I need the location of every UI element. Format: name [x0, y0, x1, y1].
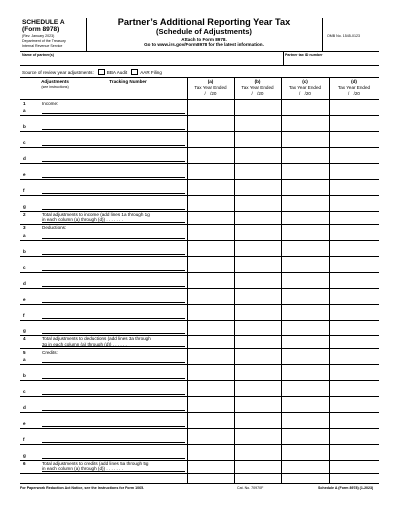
credits-row-a-amount-b[interactable] — [235, 349, 280, 363]
col-adjustments-header: Adjustments — [41, 79, 69, 84]
credits-row-c-amount-c[interactable] — [282, 381, 328, 395]
credits-row-g-amount-b[interactable] — [235, 445, 280, 459]
deductions-row-letter: c — [23, 264, 26, 270]
income-row-g-amount-c[interactable] — [282, 196, 328, 210]
form-subtitle: (Schedule of Adjustments) — [156, 27, 252, 36]
credits-row-c-amount-d[interactable] — [330, 381, 378, 395]
deductions-total-number: 4 — [23, 336, 26, 341]
deductions-row-a-amount-a[interactable] — [188, 225, 233, 239]
income-row-letter: a — [23, 108, 26, 113]
income-row-e-amount-c[interactable] — [282, 164, 328, 178]
credits-row-letter: a — [23, 357, 26, 362]
source-label — [22, 69, 162, 75]
col-b-letter: (b) — [254, 79, 261, 84]
income-row-g-amount-b[interactable] — [235, 196, 280, 210]
deductions-row-b-amount-c[interactable] — [282, 241, 328, 255]
credits-row-a-amount-d[interactable] — [330, 349, 378, 363]
deductions-row-d-amount-b[interactable] — [235, 273, 280, 287]
income-row-letter: b — [23, 124, 26, 129]
income-row-e-amount-b[interactable] — [235, 164, 280, 178]
credits-row-a-amount-a[interactable] — [188, 349, 233, 363]
credits-total-amount-d[interactable] — [330, 461, 378, 472]
credits-row-a-amount-c[interactable] — [282, 349, 328, 363]
credits-total-amount-b[interactable] — [235, 461, 280, 472]
bba-audit-checkbox[interactable] — [98, 69, 105, 75]
credits-row-e-amount-b[interactable] — [235, 413, 280, 427]
credits-row-c-amount-a[interactable] — [188, 381, 233, 395]
partner-tin-field[interactable] — [285, 57, 377, 64]
credits-row-e-amount-a[interactable] — [188, 413, 233, 427]
credits-row-letter: g — [23, 452, 26, 458]
deductions-row-b-amount-b[interactable] — [235, 241, 280, 255]
credits-row-letter: e — [23, 421, 26, 426]
credits-row-b-amount-d[interactable] — [330, 365, 378, 379]
schedule-label: SCHEDULE A — [22, 19, 65, 26]
col-d-date: / /20 — [348, 91, 360, 96]
deductions-row-letter: f — [23, 312, 25, 318]
col-c-letter: (c) — [302, 79, 308, 84]
omb-number: OMB No. 1545-0123 — [327, 34, 360, 38]
income-total-amount-a[interactable] — [188, 212, 233, 223]
deductions-row-e-amount-a[interactable] — [188, 289, 233, 303]
deductions-total-amount-b[interactable] — [235, 336, 280, 347]
credits-total-number: 6 — [23, 460, 26, 466]
deductions-total-line2: 3g in each column (a) through (d)) . . . . . . — [42, 341, 127, 347]
deductions-row-letter: b — [23, 248, 26, 254]
col-b-date: / /20 — [251, 91, 264, 96]
partner-name-label: Name of partner(s) — [22, 52, 54, 57]
deductions-row-f-amount-d[interactable] — [330, 305, 378, 319]
deductions-row-f-amount-a[interactable] — [188, 305, 233, 319]
income-row-b-amount-c[interactable] — [282, 116, 328, 130]
form-title: Partner’s Additional Reporting Year Tax — [117, 17, 291, 27]
deductions-row-e-tracking-field[interactable] — [42, 302, 185, 303]
deductions-total-amount-a[interactable] — [188, 336, 233, 347]
deductions-row-f-amount-c[interactable] — [282, 305, 328, 319]
credits-row-e-amount-d[interactable] — [330, 413, 378, 427]
income-row-g-tracking-field[interactable] — [42, 209, 185, 210]
credits-row-d-tracking-field[interactable] — [42, 410, 185, 411]
deductions-total-tracking-field[interactable] — [42, 346, 185, 347]
deductions-row-b-tracking-field[interactable] — [42, 254, 185, 255]
income-row-d-amount-a[interactable] — [188, 148, 233, 162]
income-row-c-amount-d[interactable] — [330, 132, 378, 146]
deductions-row-c-amount-d[interactable] — [330, 257, 378, 271]
bba-audit-label: BBA Audit — [106, 70, 128, 76]
deductions-row-d-tracking-field[interactable] — [42, 286, 185, 287]
income-row-letter: c — [23, 140, 26, 145]
income-row-a-amount-c[interactable] — [282, 100, 328, 114]
col-b-label: Tax Year Ended — [241, 84, 274, 90]
deductions-row-g-amount-d[interactable] — [330, 321, 378, 335]
income-row-c-amount-a[interactable] — [188, 132, 233, 146]
credits-row-b-amount-a[interactable] — [188, 365, 233, 379]
income-row-b-amount-a[interactable] — [188, 116, 233, 130]
credits-row-g-tracking-field[interactable] — [42, 458, 185, 459]
income-row-b-amount-b[interactable] — [235, 116, 280, 130]
income-total-amount-b[interactable] — [235, 212, 280, 223]
credits-total-line1: Total adjustments to credits (add lines 5a through 5g — [42, 460, 149, 466]
credits-row-c-amount-b[interactable] — [235, 381, 280, 395]
credits-row-g-amount-c[interactable] — [282, 445, 328, 459]
deductions-total-amount-d[interactable] — [330, 336, 378, 347]
income-total-line2: in each column (a) through (d)) . . . . . . . — [42, 217, 123, 222]
partner-name-field[interactable] — [22, 57, 280, 64]
deductions-row-d-amount-a[interactable] — [188, 273, 233, 287]
income-row-f-amount-d[interactable] — [330, 180, 378, 194]
col-tracking-header: Tracking Number — [109, 79, 147, 84]
deductions-row-b-amount-d[interactable] — [330, 241, 378, 255]
deductions-heading: Deductions: — [42, 225, 67, 230]
income-row-f-tracking-field[interactable] — [42, 193, 185, 194]
credits-row-f-amount-c[interactable] — [282, 429, 328, 443]
income-row-a-tracking-field[interactable] — [42, 113, 185, 114]
credits-row-d-amount-a[interactable] — [188, 397, 233, 411]
income-row-d-amount-b[interactable] — [235, 148, 280, 162]
deductions-row-c-amount-b[interactable] — [235, 257, 280, 271]
income-number: 1 — [23, 100, 26, 106]
income-row-c-amount-c[interactable] — [282, 132, 328, 146]
income-row-letter: e — [23, 172, 26, 177]
income-row-e-amount-a[interactable] — [188, 164, 233, 178]
credits-row-g-amount-a[interactable] — [188, 445, 233, 459]
deductions-number: 3 — [23, 225, 26, 230]
form-number: (Form 8978) — [22, 26, 60, 33]
income-row-a-amount-d[interactable] — [330, 100, 378, 114]
attach-instruction: Attach to Form 8978. — [181, 37, 227, 42]
income-row-f-amount-b[interactable] — [235, 180, 280, 194]
credits-row-d-amount-c[interactable] — [282, 397, 328, 411]
credits-row-d-amount-d[interactable] — [330, 397, 378, 411]
credits-row-e-amount-c[interactable] — [282, 413, 328, 427]
aar-filing-label: AAR Filing — [140, 70, 162, 76]
deductions-row-f-amount-b[interactable] — [235, 305, 280, 319]
deductions-row-a-amount-d[interactable] — [330, 225, 378, 239]
income-row-d-tracking-field[interactable] — [42, 161, 185, 162]
deductions-row-c-amount-a[interactable] — [188, 257, 233, 271]
income-row-b-amount-d[interactable] — [330, 116, 378, 130]
credits-row-e-tracking-field[interactable] — [42, 426, 185, 427]
income-row-e-amount-d[interactable] — [330, 164, 378, 178]
deductions-row-d-amount-d[interactable] — [330, 273, 378, 287]
deductions-row-a-amount-c[interactable] — [282, 225, 328, 239]
col-adjustments-sub: (see instructions) — [41, 84, 69, 89]
deductions-row-g-amount-b[interactable] — [235, 321, 280, 335]
deductions-row-letter: e — [23, 296, 26, 302]
deductions-total-amount-c[interactable] — [282, 336, 328, 347]
deductions-row-c-amount-c[interactable] — [282, 257, 328, 271]
credits-row-g-amount-d[interactable] — [330, 445, 378, 459]
credits-row-c-tracking-field[interactable] — [42, 394, 185, 395]
deductions-row-letter: g — [23, 328, 26, 333]
col-d-label: Tax Year Ended — [337, 84, 371, 90]
footer-cat-number: Cat. No. 70970F — [237, 485, 264, 490]
income-total-tracking-field[interactable] — [42, 222, 185, 223]
credits-total-amount-c[interactable] — [282, 461, 328, 472]
income-total-line1: Total adjustments to income (add lines 1a through 1g — [42, 211, 150, 217]
footer-form-id: Schedule A (Form 8978) (1-2023) — [318, 485, 374, 490]
income-total-amount-d[interactable] — [330, 212, 378, 223]
income-row-letter: g — [23, 203, 26, 209]
credits-row-letter: d — [23, 405, 26, 410]
income-row-f-amount-a[interactable] — [188, 180, 233, 194]
income-row-g-amount-a[interactable] — [188, 196, 233, 210]
credits-total-line2: in each column (a) through (d)) . . . . . . . — [42, 466, 123, 471]
credits-row-letter: b — [23, 373, 26, 378]
credits-row-a-tracking-field[interactable] — [42, 362, 185, 363]
col-a-letter: (a) — [207, 79, 214, 84]
credits-heading: Credits: — [42, 349, 58, 355]
credits-number: 5 — [23, 349, 26, 355]
income-row-b-tracking-field[interactable] — [42, 129, 185, 130]
deductions-row-g-amount-a[interactable] — [188, 321, 233, 335]
credits-row-f-amount-d[interactable] — [330, 429, 378, 443]
income-row-d-amount-d[interactable] — [330, 148, 378, 162]
deductions-row-e-amount-b[interactable] — [235, 289, 280, 303]
credits-row-f-tracking-field[interactable] — [42, 442, 185, 443]
deductions-row-letter: a — [23, 232, 26, 238]
aar-filing-checkbox[interactable] — [131, 69, 138, 75]
credits-row-f-amount-a[interactable] — [188, 429, 233, 443]
deductions-row-g-tracking-field[interactable] — [42, 333, 185, 334]
col-a-date: / /20 — [204, 91, 217, 96]
partner-tin-label: Partner tax ID number — [285, 52, 323, 57]
deductions-row-letter: d — [23, 280, 26, 286]
deductions-row-b-amount-a[interactable] — [188, 241, 233, 255]
credits-row-letter: c — [23, 389, 26, 394]
deductions-row-a-amount-b[interactable] — [235, 225, 280, 239]
col-a-label: Tax Year Ended — [194, 84, 227, 90]
income-total-number: 2 — [23, 211, 26, 217]
income-row-d-amount-c[interactable] — [282, 148, 328, 162]
credits-row-b-amount-b[interactable] — [235, 365, 280, 379]
income-row-a-amount-b[interactable] — [235, 100, 280, 114]
revision-date: (Rev. January 2023) — [22, 34, 55, 38]
source-label-text: Source of review year adjustments: — [22, 70, 94, 76]
income-row-letter: d — [23, 156, 26, 161]
income-row-letter: f — [23, 188, 25, 193]
deductions-row-e-amount-d[interactable] — [330, 289, 378, 303]
income-total-amount-c[interactable] — [282, 212, 328, 223]
income-row-f-amount-c[interactable] — [282, 180, 328, 194]
col-c-label: Tax Year Ended — [288, 84, 322, 90]
agency: Internal Revenue Service — [22, 43, 63, 48]
credits-row-b-tracking-field[interactable] — [42, 378, 185, 379]
credits-row-b-amount-c[interactable] — [282, 365, 328, 379]
credits-total-amount-a[interactable] — [188, 461, 233, 472]
col-c-date: / /20 — [299, 91, 311, 96]
income-row-c-amount-b[interactable] — [235, 132, 280, 146]
credits-total-tracking-field[interactable] — [42, 471, 185, 472]
deductions-total-line1: Total adjustments to deductions (add lines 3a through — [42, 336, 151, 341]
deductions-row-a-tracking-field[interactable] — [42, 238, 185, 239]
credits-row-letter: f — [23, 437, 25, 442]
deductions-row-f-tracking-field[interactable] — [42, 318, 185, 319]
footer-notice: For Paperwork Reduction Act Notice, see the Instructions for Form 1065. — [20, 485, 145, 490]
income-row-e-tracking-field[interactable] — [42, 177, 185, 178]
col-d-letter: (d) — [351, 79, 357, 84]
income-heading: Income: — [42, 100, 59, 106]
income-row-g-amount-d[interactable] — [330, 196, 378, 210]
deductions-row-c-tracking-field[interactable] — [42, 270, 185, 271]
credits-row-f-amount-b[interactable] — [235, 429, 280, 443]
income-row-c-tracking-field[interactable] — [42, 145, 185, 146]
website-instruction: Go to www.irs.gov/Form8978 for the latest information. — [144, 42, 264, 47]
deductions-row-d-amount-c[interactable] — [282, 273, 328, 287]
credits-row-d-amount-b[interactable] — [235, 397, 280, 411]
income-row-a-amount-a[interactable] — [188, 100, 233, 114]
department: Department of the Treasury — [22, 39, 66, 43]
deductions-row-e-amount-c[interactable] — [282, 289, 328, 303]
deductions-row-g-amount-c[interactable] — [282, 321, 328, 335]
